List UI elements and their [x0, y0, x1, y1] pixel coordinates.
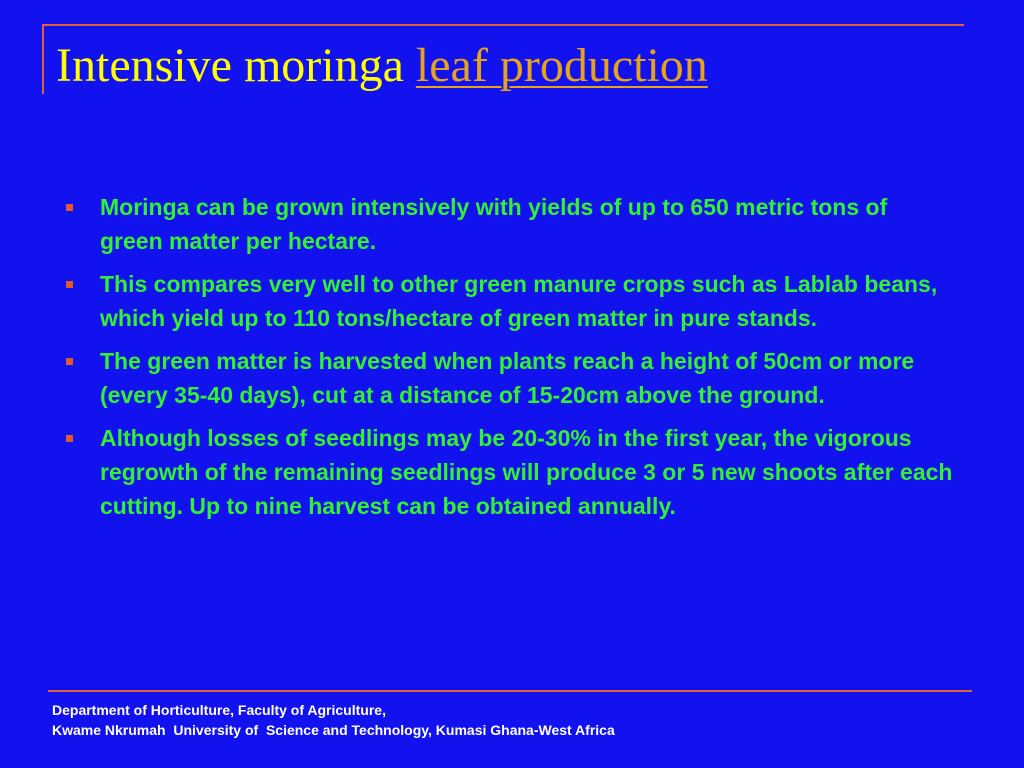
- bullet-list: [66, 190, 956, 532]
- slide-title: [56, 40, 708, 93]
- square-bullet-icon: [66, 281, 73, 288]
- bullet-item: [66, 421, 956, 523]
- bullet-item: [66, 344, 956, 412]
- footer-rule: [48, 690, 972, 692]
- footer-line-university: Kwame Nkrumah University of Science and Technology, Kumasi Ghana-West Africa: [52, 722, 615, 738]
- title-frame-top-rule: [42, 24, 964, 26]
- slide-title-text: Intensive moringa: [56, 39, 416, 92]
- bullet-text: The green matter is harvested when plants reach a height of 50cm or more (every 35-40 days), cut at a distance of 15-20cm above the ground.: [100, 348, 915, 408]
- slide-title-link[interactable]: leaf production: [415, 39, 708, 92]
- square-bullet-icon: [66, 435, 73, 442]
- bullet-text: Although losses of seedlings may be 20-30% in the first year, the vigorous regrowth of the remaining seedlings will produce 3 or 5 new shoots after each cutting. Up to nine harvest can be obtained annually.: [100, 425, 953, 519]
- square-bullet-icon: [66, 204, 73, 211]
- bullet-item: [66, 267, 956, 335]
- slide-footer: [52, 700, 615, 740]
- square-bullet-icon: [66, 358, 73, 365]
- title-frame-left-rule: [42, 24, 44, 94]
- footer-line-department: Department of Horticulture, Faculty of Agriculture,: [52, 702, 386, 718]
- bullet-item: [66, 190, 956, 258]
- bullet-text: This compares very well to other green manure crops such as Lablab beans, which yield up to 110 tons/hectare of green matter in pure stands.: [100, 271, 938, 331]
- bullet-text: Moringa can be grown intensively with yields of up to 650 metric tons of green matter per hectare.: [100, 194, 888, 254]
